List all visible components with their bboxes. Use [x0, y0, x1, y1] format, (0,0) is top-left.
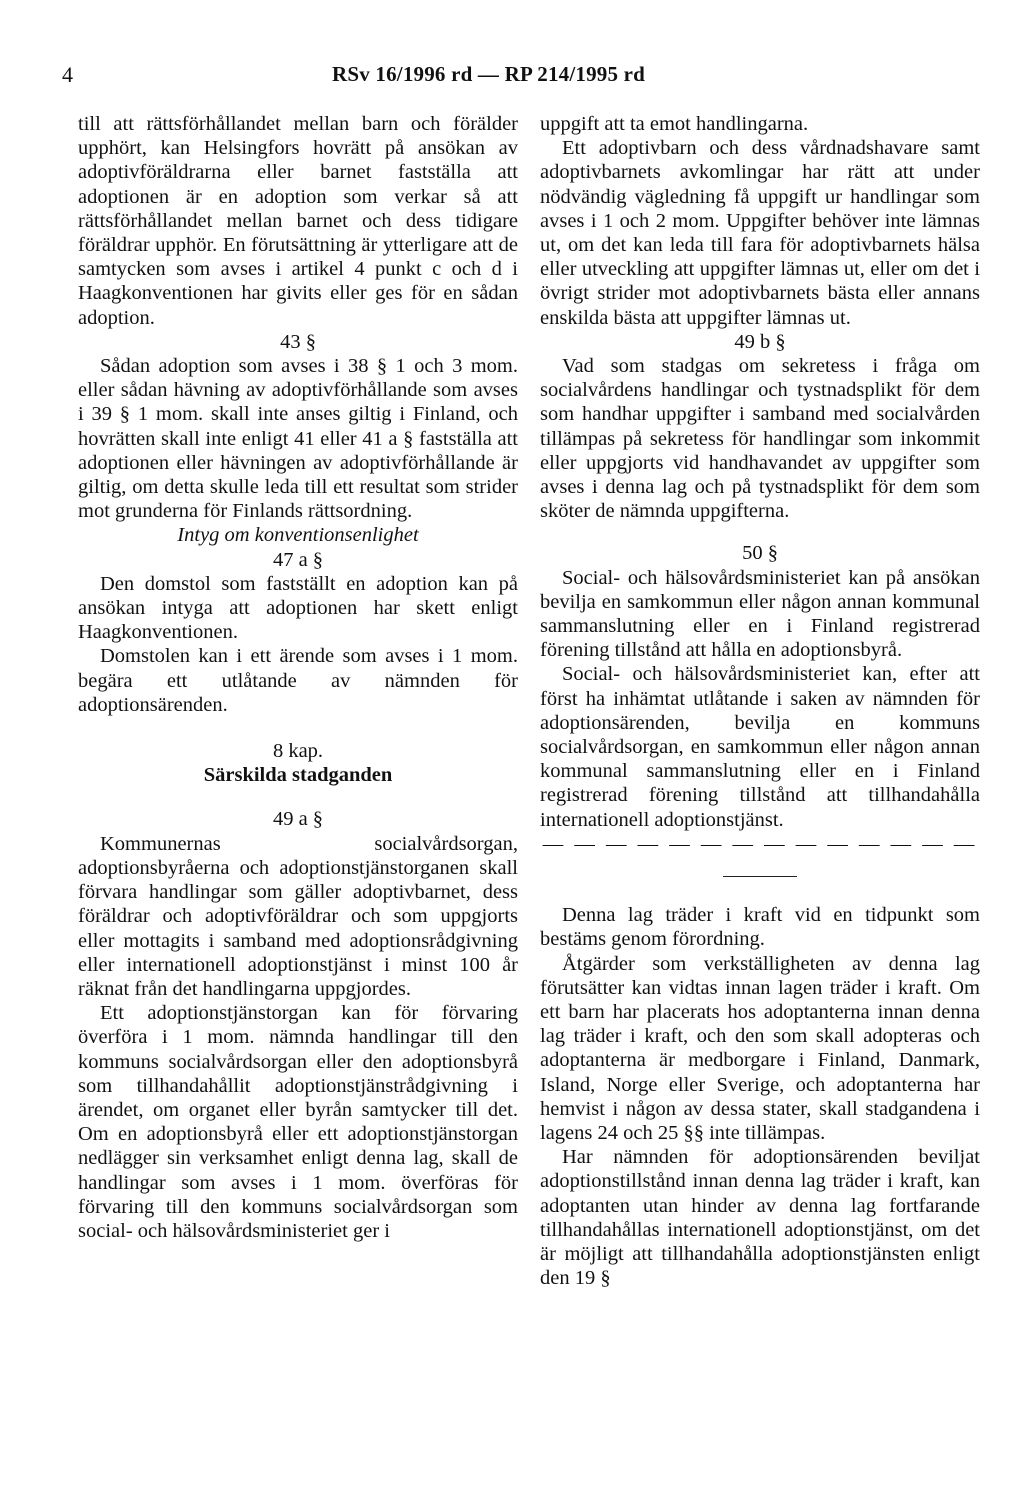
paragraph: Social- och hälsovårdsministeriet kan på ansökan bevilja en samkommun eller någon annan kommunal sammanslutning eller en i Finland registrerad förening tillstånd att hålla en adoptionsbyrå.: [540, 566, 980, 662]
right-column: [540, 112, 980, 1290]
paragraph: Ett adoptivbarn och dess vårdnadshavare samt adoptivbarnets avkomlingar har rätt att under nödvändig vägledning få uppgift ur handlingar som avses i 1 och 2 mom. Uppgifter behöver inte lämnas ut, om det kan leda till fara för adoptivbarnets hälsa eller utveckling att uppgifter lämnas ut, eller om det i övrigt strider mot adoptivbarnets bästa eller annans enskilda bästa att uppgifter lämnas ut.: [540, 137, 980, 329]
paragraph: Social- och hälsovårdsministeriet kan, efter att först ha inhämtat utlåtande i saken av nämnden för adoptionsärenden, bevilja en kommuns socialvårdsorgan, en samkommun eller någon annan kommunal sammanslutning eller en i Finland registrerad förening tillstånd att tillhandahålla internationell adoptionstjänst.: [540, 663, 980, 831]
paragraph: uppgift att ta emot handlingarna.: [540, 113, 809, 135]
page-header: [62, 62, 962, 92]
chapter-heading: Särskilda stadganden: [203, 764, 393, 787]
chapter-number: 8 kap.: [272, 740, 324, 763]
divider-rule: [723, 876, 797, 877]
omission-dashes: — — — — — — — — — — — — — —: [542, 832, 978, 855]
section-heading-intyg: Intyg om konventionsenlighet: [177, 524, 419, 547]
paragraph: Ett adoptionstjänstorgan kan för förvaring överföra i 1 mom. nämnda handlingar till den kommuns socialvårdsorgan eller den adoptionsbyrå som tillhandahållit adoptionstjänstrådgivning i ärendet, om organet eller byrån samtycker till det. Om en adoptionsbyrå eller ett adoptionstjänstorgan nedlägger sin verksamhet enligt denna lag, skall de handlingar som avses i 1 mom. överföras för förvaring till den kommuns socialvårdsorgan som social- och hälsovårdsministeriet ger i: [78, 1002, 518, 1242]
paragraph: Sådan adoption som avses i 38 § 1 och 3 mom. eller sådan hävning av adoptivförhållande som avses i 39 § 1 mom. skall inte anses giltig i Finland, och hovrätten skall inte enligt 41 eller 41 a § fastställa att adoptionen eller hävningen av adoptivförhållande är giltig, om detta skulle leda till ett resultat som strider mot grunderna för Finlands rättsordning.: [78, 355, 518, 523]
paragraph: Vad som stadgas om sekretess i fråga om socialvårdens handlingar och tystnadsplikt för dem som handhar uppgifter i samband med socialvården tillämpas på sekretess för handlingar som inkommit eller uppgjorts vid handhavandet av uppgifter som avses i denna lag och på tystnadsplikt för dem som sköter de nämnda uppgifterna.: [540, 355, 980, 523]
section-number-49a: 49 a §: [272, 808, 324, 831]
section-number-47a: 47 a §: [272, 548, 324, 571]
section-number-43: 43 §: [280, 330, 316, 353]
paragraph: Åtgärder som verkställigheten av denna lag förutsätter kan vidtas innan lagen träder i kraft. Om ett barn har placerats hos adoptanterna innan denna lag träder i kraft, och den som skall adopteras och adoptanterna är medborgare i Finland, Danmark, Island, Norge eller Sverige, och adoptanterna har hemvist i någon av dessa stater, skall stadgandena i lagens 24 och 25 §§ inte tillämpas.: [540, 952, 980, 1144]
paragraph: Denna lag träder i kraft vid en tidpunkt som bestäms genom förordning.: [540, 904, 980, 951]
left-column: [78, 112, 518, 1243]
page-number: 4: [62, 62, 73, 87]
paragraph: Den domstol som fastställt en adoption kan på ansökan intyga att adoptionen har skett enligt Haagkonventionen.: [78, 572, 518, 644]
running-title: RSv 16/1996 rd — RP 214/1995 rd: [332, 62, 646, 86]
section-number-49b: 49 b §: [734, 330, 786, 353]
paragraph: Har nämnden för adoptionsärenden beviljat adoptionstillstånd innan denna lag träder i kraft, kan adoptanten utan hinder av denna lag fortfarande tillhandahållas internationell adoptionstjänst, om det är möjligt att tillhandahålla adoptionstjänsten enligt den 19 §: [540, 1146, 980, 1290]
section-number-50: 50 §: [742, 542, 778, 565]
paragraph: Domstolen kan i ett ärende som avses i 1 mom. begära ett utlåtande av nämnden för adoptionsärenden.: [78, 645, 518, 716]
paragraph: Kommunernas socialvårdsorgan, adoptionsbyråerna och adoptionstjänstorganen skall förvara handlingar som gäller adoptivbarnet, dess föräldrar och adoptivföräldrar och som uppgjorts eller mottagits i samband med adoptionsrådgivning eller internationell adoptionstjänst i minst 100 år räknat från det handlingarna uppgjordes.: [78, 832, 518, 1000]
paragraph: till att rättsförhållandet mellan barn och förälder upphört, kan Helsingfors hovrätt på ansökan av adoptivföräldrarna eller barnet fastställa att adoptionen är en adoption som verkar så att rättsförhållandet mellan barnet och dess tidigare föräldrar upphör. En förutsättning är ytterligare att de samtycken som avses i artikel 4 punkt c och d i Haagkonventionen har givits eller ges för en sådan adoption.: [78, 113, 518, 329]
